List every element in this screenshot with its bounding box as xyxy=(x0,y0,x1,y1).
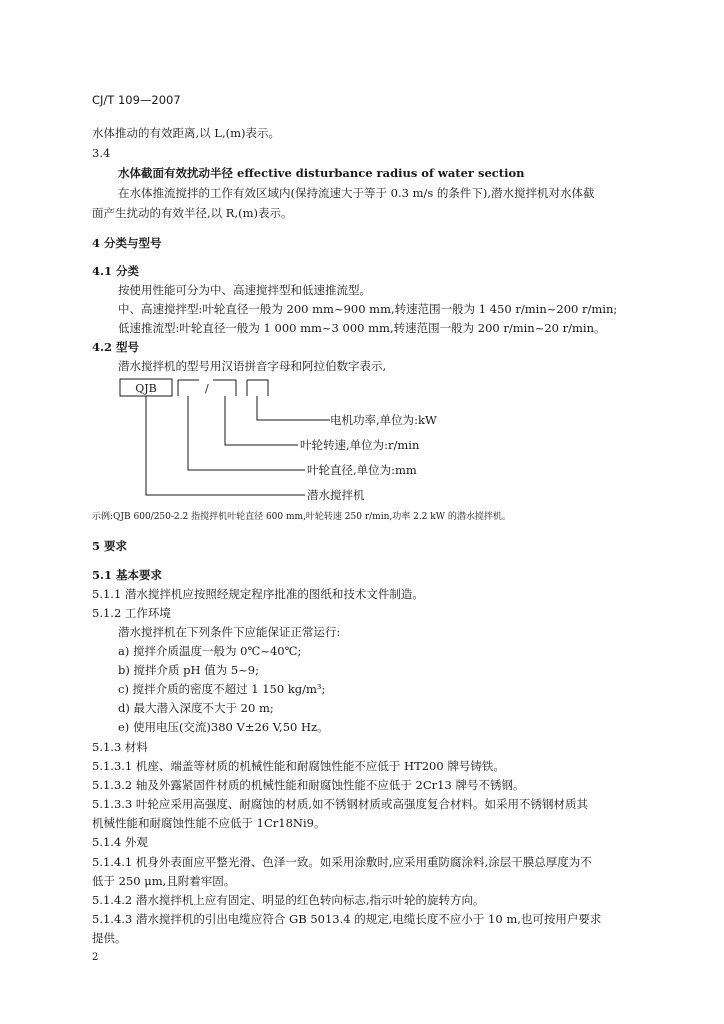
text-line: 5.1.1 潜水搅拌机应按照经规定程序批准的图纸和技术文件制造。 xyxy=(92,587,424,601)
list-item: c) 搅拌介质的密度不超过 1 150 kg/m³; xyxy=(118,682,326,696)
page-number: 2 xyxy=(92,952,99,963)
field-box-power xyxy=(247,380,268,396)
text-line: 5.1.3.1 机座、端盖等材质的机械性能和耐腐蚀性能不应低于 HT200 牌号铸铁。 xyxy=(92,759,505,773)
subsection-heading: 4.2 型号 xyxy=(92,340,140,354)
text-line: 潜水搅拌机在下列条件下应能保证正常运行: xyxy=(118,625,341,639)
text-line: 低于 250 μm,且附着牢固。 xyxy=(92,874,236,888)
leader-power xyxy=(257,396,330,420)
clause-number: 3.4 xyxy=(92,146,111,160)
section-heading: 4 分类与型号 xyxy=(92,236,162,250)
subsection-heading: 5.1 基本要求 xyxy=(92,568,163,582)
subsection-heading: 4.1 分类 xyxy=(92,264,140,278)
label-impeller-speed: 叶轮转速,单位为:r/min xyxy=(300,438,420,452)
text-line: 5.1.3.3 叶轮应采用高强度、耐腐蚀的材质,如不锈钢材质或高强度复合材料。如采用不锈钢材质其 xyxy=(92,797,589,811)
text-line: 5.1.4.2 潜水搅拌机上应有固定、明显的红色转向标志,指示叶轮的旋转方向。 xyxy=(92,893,485,907)
slash-text: / xyxy=(205,382,209,395)
label-motor-power: 电机功率,单位为:kW xyxy=(330,413,437,427)
clause-heading: 5.1.2 工作环境 xyxy=(92,606,171,620)
label-submersible-mixer: 潜水搅拌机 xyxy=(307,488,365,502)
text-line: 潜水搅拌机的型号用汉语拼音字母和阿拉伯数字表示, xyxy=(118,359,387,373)
field-box-speed xyxy=(213,380,236,396)
field-box-diameter xyxy=(178,380,199,396)
term-heading: 水体截面有效扰动半径 effective disturbance radius of water section xyxy=(118,166,525,180)
example-note: 示例:QJB 600/250-2.2 指搅拌机叶轮直径 600 mm,叶轮转速 250 r/min,功率 2.2 kW 的潜水搅拌机。 xyxy=(92,512,511,522)
document-header: CJ/T 109—2007 xyxy=(92,93,181,107)
text-line: 水体推动的有效距离,以 L,(m)表示。 xyxy=(92,126,280,140)
list-item: d) 最大潜入深度不大于 20 m; xyxy=(118,701,274,715)
section-heading: 5 要求 xyxy=(92,539,128,553)
text-line: 低速推流型:叶轮直径一般为 1 000 mm~3 000 mm,转速范围一般为 200 r/min~20 r/min。 xyxy=(118,321,606,335)
clause-heading: 5.1.4 外观 xyxy=(92,835,148,849)
text-line: 按使用性能可分为中、高速搅拌型和低速推流型。 xyxy=(118,283,371,297)
text-line: 提供。 xyxy=(92,931,127,945)
list-item: b) 搅拌介质 pH 值为 5~9; xyxy=(118,663,260,677)
text-line: 面产生扰动的有效半径,以 R,(m)表示。 xyxy=(92,206,293,220)
text-line: 5.1.4.1 机身外表面应平整光滑、色泽一致。如采用涂敷时,应采用重防腐涂料,涂层干膜总厚度为不 xyxy=(92,855,592,869)
label-impeller-diameter: 叶轮直径,单位为:mm xyxy=(307,463,417,477)
text-line: 在水体推流搅拌的工作有效区域内(保持流速大于等于 0.3 m/s 的条件下),潜水搅拌机对水体截 xyxy=(118,186,595,200)
prefix-text: QJB xyxy=(135,382,157,395)
text-line: 5.1.4.3 潜水搅拌机的引出电缆应符合 GB 5013.4 的规定,电缆长度不应小于 10 m,也可按用户要求 xyxy=(92,912,602,926)
clause-heading: 5.1.3 材料 xyxy=(92,740,148,754)
text-line: 5.1.3.2 轴及外露紧固件材质的机械性能和耐腐蚀性能不应低于 2Cr13 牌号不锈钢。 xyxy=(92,778,525,792)
list-item: e) 使用电压(交流)380 V±26 V,50 Hz。 xyxy=(118,720,329,734)
text-line: 机械性能和耐腐蚀性能不应低于 1Cr18Ni9。 xyxy=(92,816,326,830)
leader-diameter xyxy=(188,396,305,470)
list-item: a) 搅拌介质温度一般为 0℃~40℃; xyxy=(118,644,302,658)
text-line: 中、高速搅拌型:叶轮直径一般为 200 mm~900 mm,转速范围一般为 1 450 r/min~200 r/min; xyxy=(118,302,618,316)
